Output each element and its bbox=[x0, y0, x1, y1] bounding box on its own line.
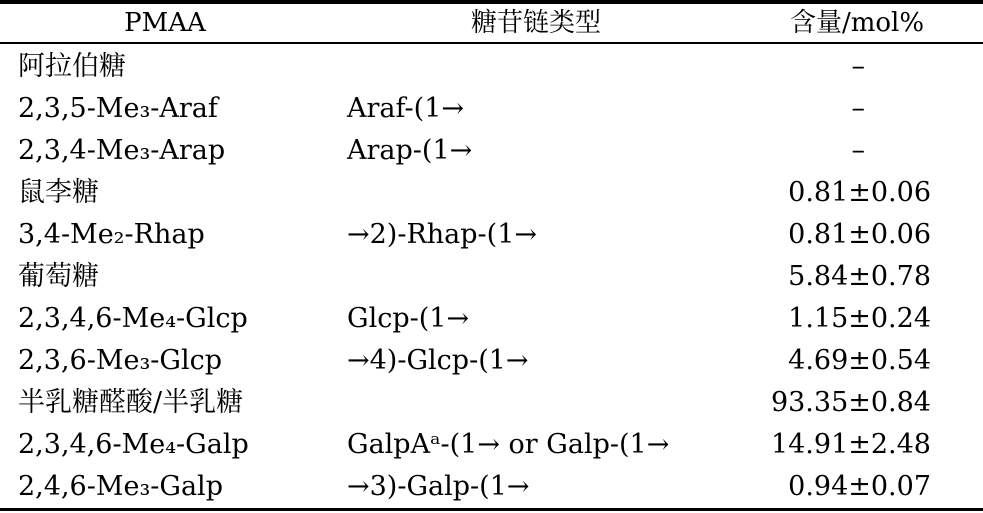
header-rule bbox=[0, 42, 983, 44]
content-cell: 5.84±0.78 bbox=[788, 261, 931, 292]
pmaa-cell: 阿拉伯糖 bbox=[18, 51, 126, 82]
linkage-cell: Glcp-(1→ bbox=[347, 303, 470, 334]
content-cell: – bbox=[851, 135, 865, 166]
table-row bbox=[0, 130, 983, 172]
header-pmaa: PMAA bbox=[124, 8, 206, 38]
bottom-rule bbox=[0, 508, 983, 511]
content-cell: 93.35±0.84 bbox=[770, 387, 931, 418]
table-row bbox=[0, 256, 983, 298]
pmaa-cell: 半乳糖醛酸/半乳糖 bbox=[18, 387, 244, 418]
header-linkage-type: 糖苷链类型 bbox=[470, 8, 601, 38]
pmaa-cell: 鼠李糖 bbox=[18, 177, 99, 208]
table-row bbox=[0, 340, 983, 382]
table-row bbox=[0, 214, 983, 256]
pmaa-cell: 2,3,4,6-Me₄-Glcp bbox=[18, 303, 248, 334]
pmaa-cell: 2,3,4-Me₃-Arap bbox=[18, 135, 226, 166]
table-row bbox=[0, 88, 983, 130]
content-cell: 0.94±0.07 bbox=[788, 471, 931, 502]
content-cell: 4.69±0.54 bbox=[788, 345, 931, 376]
table-row bbox=[0, 424, 983, 466]
table-row bbox=[0, 172, 983, 214]
pmaa-cell: 3,4-Me₂-Rhap bbox=[18, 219, 205, 250]
content-cell: – bbox=[851, 93, 865, 124]
header-content: 含量/mol% bbox=[789, 8, 925, 38]
table-row bbox=[0, 382, 983, 424]
linkage-cell: Araf-(1→ bbox=[347, 93, 464, 124]
content-cell: 0.81±0.06 bbox=[788, 219, 931, 250]
linkage-cell: GalpAᵃ-(1→ or Galp-(1→ bbox=[347, 429, 670, 460]
content-cell: 14.91±2.48 bbox=[770, 429, 931, 460]
pmaa-cell: 2,3,4,6-Me₄-Galp bbox=[18, 429, 249, 460]
linkage-cell: Arap-(1→ bbox=[347, 135, 473, 166]
pmaa-cell: 2,3,6-Me₃-Glcp bbox=[18, 345, 223, 376]
pmaa-cell: 2,3,5-Me₃-Araf bbox=[18, 93, 218, 124]
pmaa-cell: 葡萄糖 bbox=[18, 261, 99, 292]
table-row bbox=[0, 466, 983, 508]
table-row bbox=[0, 298, 983, 340]
pmaa-cell: 2,4,6-Me₃-Galp bbox=[18, 471, 223, 502]
linkage-cell: →4)-Glcp-(1→ bbox=[347, 345, 529, 376]
linkage-cell: →2)-Rhap-(1→ bbox=[347, 219, 538, 250]
content-cell: – bbox=[851, 51, 865, 82]
content-cell: 0.81±0.06 bbox=[788, 177, 931, 208]
content-cell: 1.15±0.24 bbox=[788, 303, 931, 334]
linkage-cell: →3)-Galp-(1→ bbox=[347, 471, 530, 502]
table-row bbox=[0, 46, 983, 88]
